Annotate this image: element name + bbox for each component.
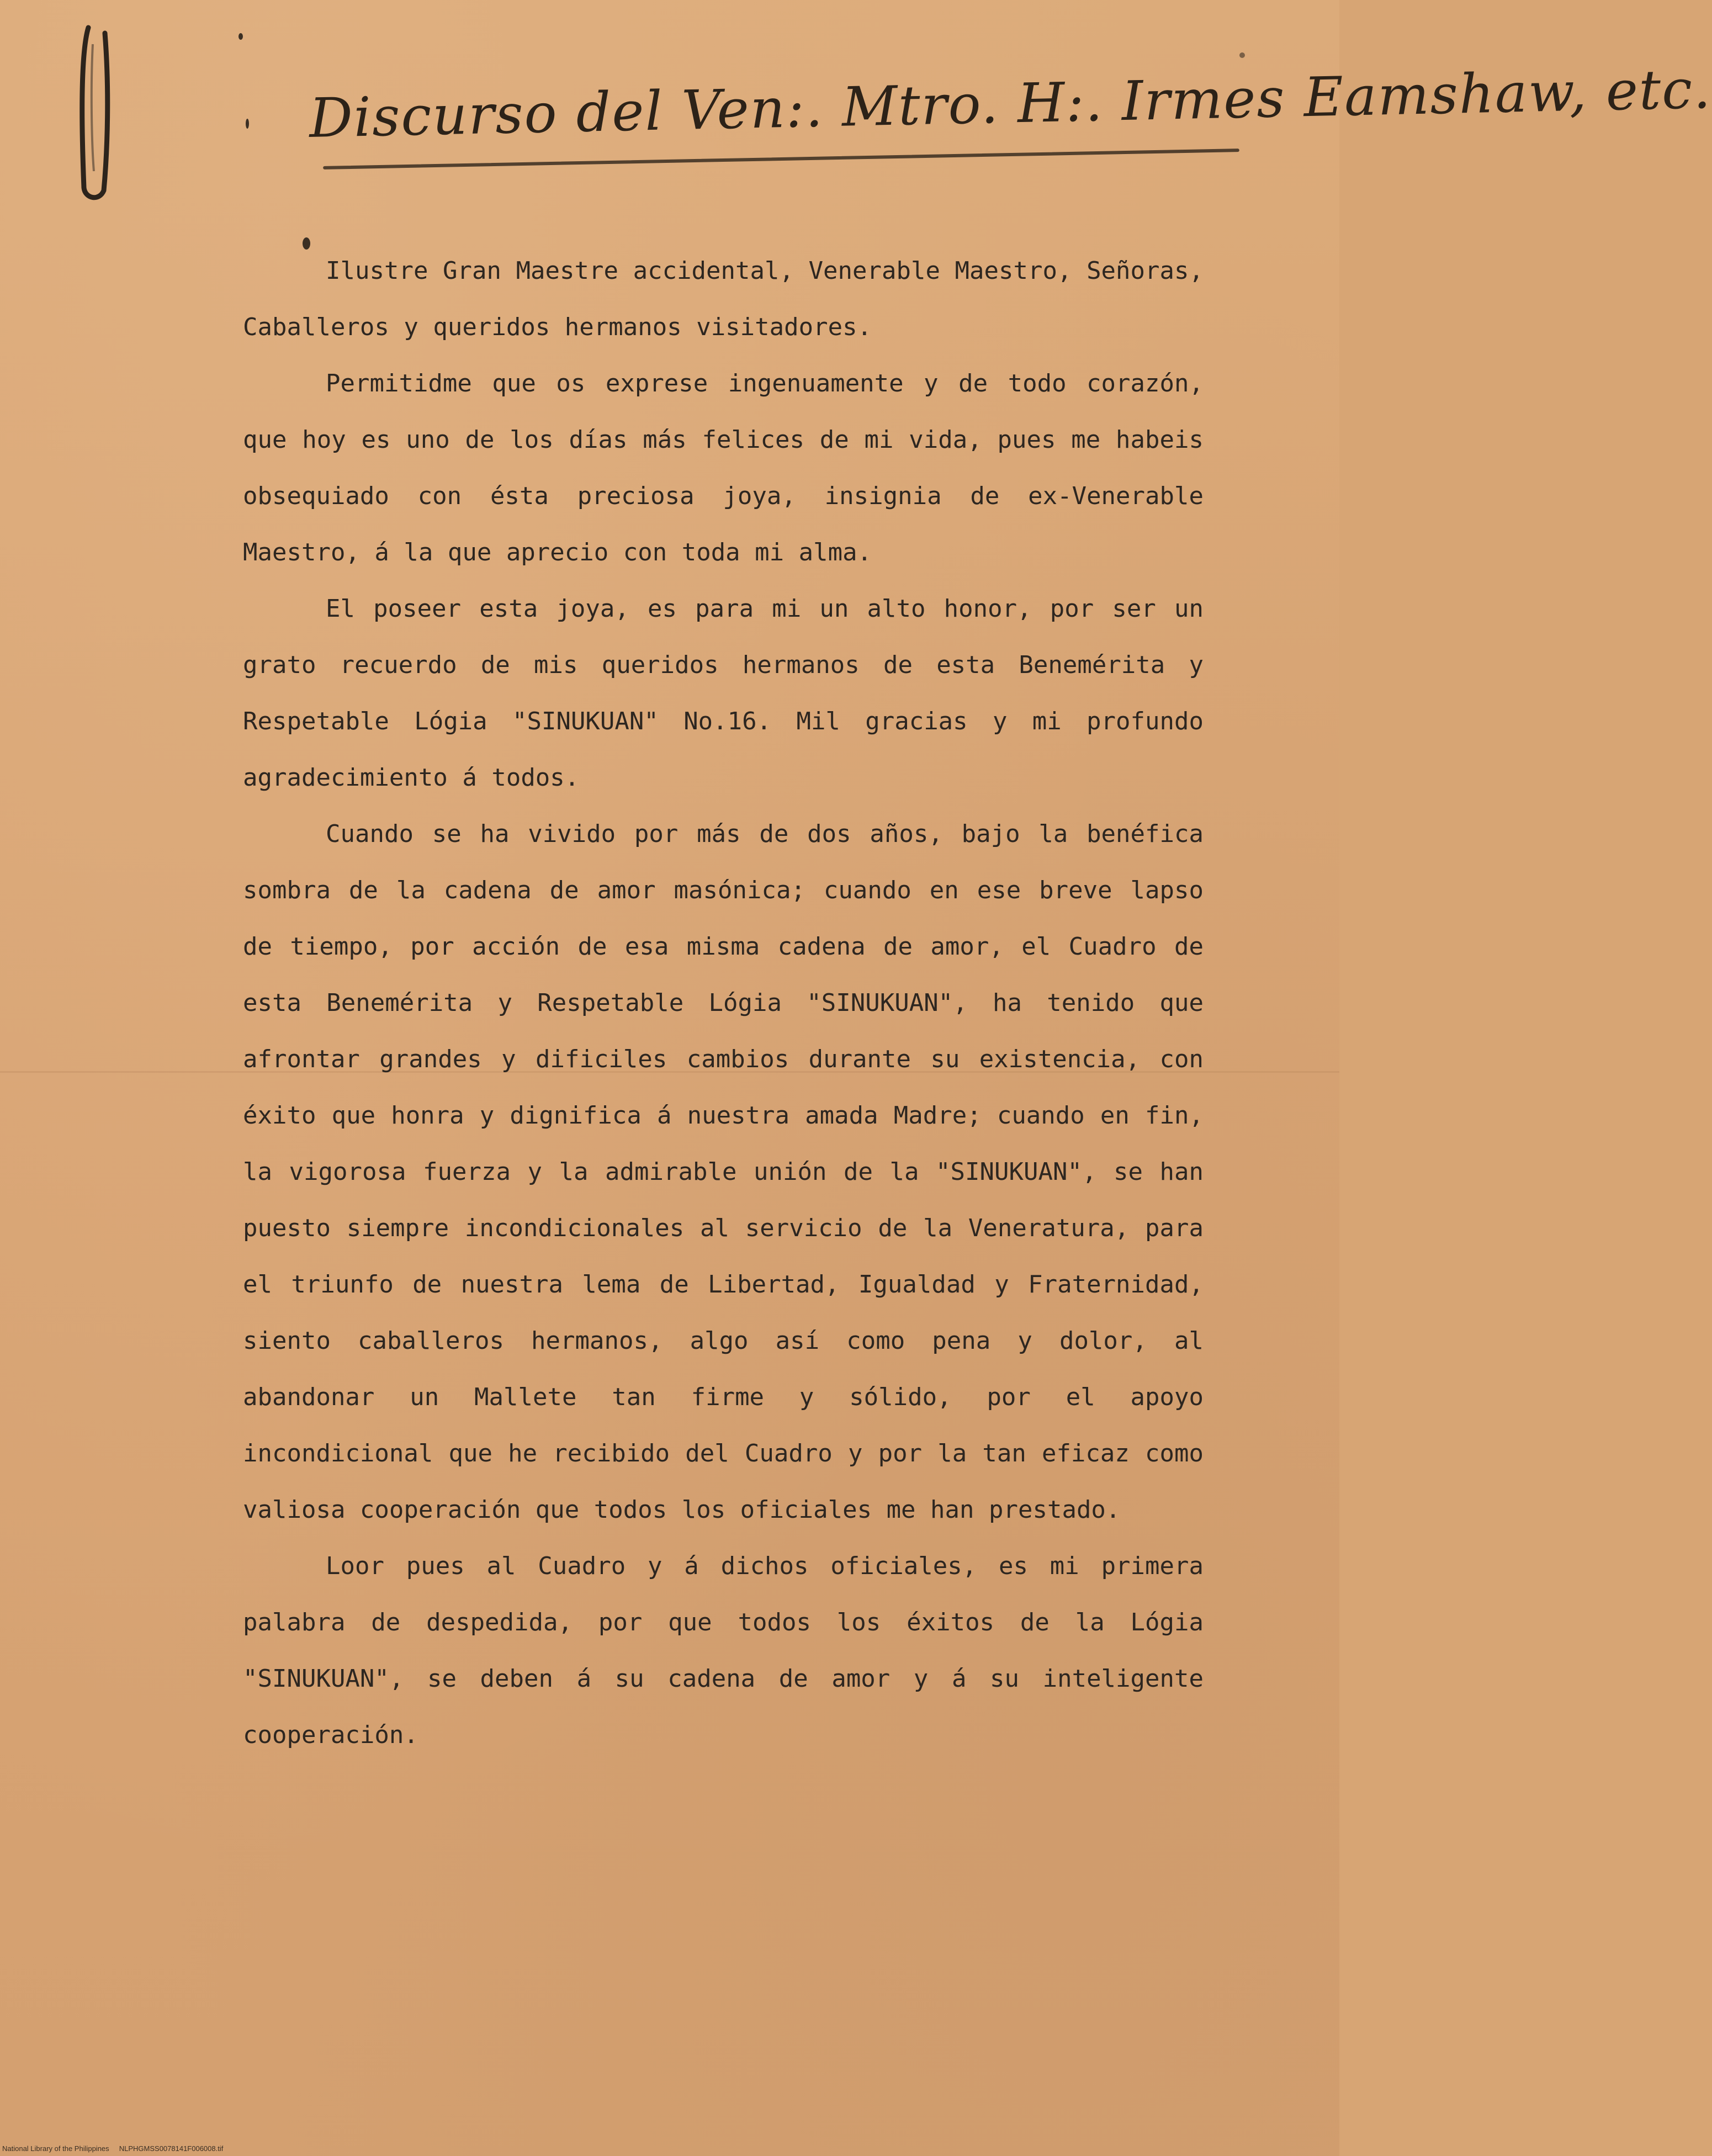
paper-clip-mark-icon xyxy=(77,22,116,204)
ink-speck xyxy=(238,33,243,40)
paragraph-3: El poseer esta joya, es para mi un alto honor, por ser un grato recuerdo de mis queridos hermanos de esta Benemérita y Respetable Lógia "SINUKUAN" No.16. Mil gracias y mi profundo agradecimiento á todos. xyxy=(243,595,1204,792)
archive-label: National Library of the Philippines xyxy=(2,2144,109,2153)
handwritten-title: Discurso del Ven:. Mtro. H:. Irmes Eamshaw, etc. xyxy=(308,57,1712,150)
speech-body xyxy=(243,243,1204,1763)
ink-speck xyxy=(246,119,249,129)
title-underline xyxy=(323,149,1239,169)
paragraph-4: Cuando se ha vivido por más de dos años, bajo la benéfica sombra de la cadena de amor masónica; cuando en ese breve lapso de tiempo, por acción de esa misma cadena de amor, el Cuadro de esta Benemérita y Respetable Lógia "SINUKUAN", ha tenido que afrontar grandes y dificiles cambios durante su existencia, con éxito que honra y dignifica á nuestra amada Madre; cuando en fin, la vigorosa fuerza y la admirable unión de la "SINUKUAN", se han puesto siempre incondicionales al servicio de la Veneratura, para el triunfo de nuestra lema de Libertad, Igualdad y Fraternidad, siento caballeros hermanos, algo así como pena y dolor, al abandonar un Mallete tan firme y sólido, por el apoyo incondicional que he recibido del Cuadro y por la tan eficaz como valiosa cooperación que todos los oficiales me han prestado. xyxy=(243,820,1204,1524)
paragraph-2: Permitidme que os exprese ingenuamente y de todo corazón, que hoy es uno de los días más felices de mi vida, pues me habeis obsequiado con ésta preciosa joya, insignia de ex-Venerable Maestro, á la que aprecio con toda mi alma. xyxy=(243,369,1204,566)
archive-footer xyxy=(2,2144,223,2153)
paragraph-5: Loor pues al Cuadro y á dichos oficiales, es mi primera palabra de despedida, por que todos los éxitos de la Lógia "SINUKUAN", se deben á su cadena de amor y á su inteligente cooperación. xyxy=(243,1552,1204,1749)
ink-speck xyxy=(1239,52,1245,58)
paragraph-1: Ilustre Gran Maestre accidental, Venerable Maestro, Señoras, Caballeros y queridos hermanos visitadores. xyxy=(243,257,1204,341)
file-id: NLPHGMSS0078141F006008.tif xyxy=(119,2144,224,2153)
